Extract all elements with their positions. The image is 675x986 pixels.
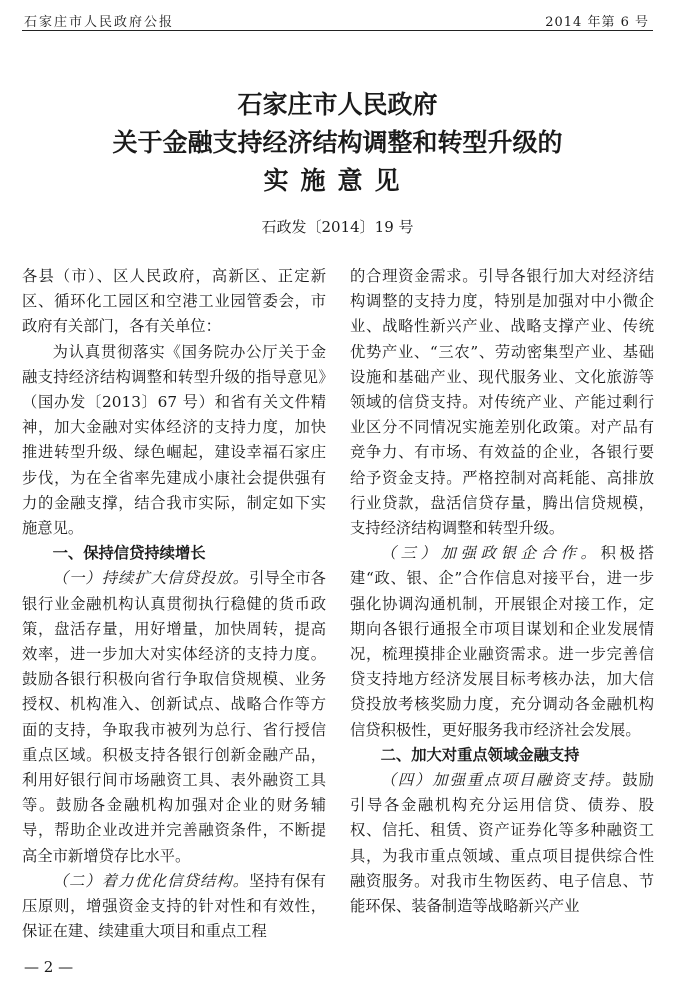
document-number: 石政发〔2014〕19 号 (261, 218, 414, 236)
item-4-title: （四）加强重点项目融资支持。 (380, 771, 623, 790)
item-4-text: 鼓励引导各金融机构充分运用信贷、债券、股权、信托、租赁、资产证券化等多种融资工具，为我市重点领域、重点项目提供综合性融资服务。对我市生物医药、电子信息、节能环保、装备制造等战略新兴产业 (350, 771, 654, 916)
left-column (22, 264, 326, 944)
item-2-paragraph (22, 869, 326, 945)
salutation: 各县（市）、区人民政府，高新区、正定新区、循环化工园区和空港工业园管委会，市政府有关部门，各有关单位： (22, 267, 326, 336)
item-3-title: （三）加强政银企合作。 (380, 544, 601, 563)
item-3-paragraph (350, 541, 654, 743)
item-3-text: 积极搭建“政、银、企”合作信息对接平台，进一步强化协调沟通机制，开展银企对接工作，定期向各银行通报全市项目谋划和企业发展情况，梳理摸排企业融资需求。进一步完善信贷支持地方经济发展目标考核办法，加大信贷投放考核奖励力度，充分调动各金融机构信贷积极性，更好服务我市经济社会发展。 (350, 544, 654, 739)
issue-number: 2014 年第 6 号 (545, 15, 649, 30)
running-header (22, 10, 653, 31)
item-1-paragraph (22, 566, 326, 868)
item-1-text: 引导全市各银行业金融机构认真贯彻执行稳健的货币政策，盘活存量，用好增量，加快周转，提高效率，进一步加大对实体经济的支持力度。鼓励各银行积极向省行争取信贷规模、业务授权、机构准入、创新试点、战略合作等方面的支持，争取我市被列为总行、省行授信重点区域。积极支持各银行创新金融产品，利用好银行间市场融资工具、表外融资工具等。鼓励各金融机构加强对企业的财务辅导，帮助企业改进并完善融资条件，不断提高全市新增贷存比水平。 (22, 569, 326, 865)
title-line-2: 关于金融支持经济结构调整和转型升级的 (112, 128, 563, 157)
item-1-title: （一）持续扩大信贷投放。 (52, 569, 250, 588)
title-line-1: 石家庄市人民政府 (237, 90, 438, 119)
item-2-continued: 的合理资金需求。引导各银行加大对经济结构调整的支持力度，特别是加强对中小微企业、战略性新兴产业、战略支撑产业、传统优势产业、“三农”、劳动密集型产业、基础设施和基础产业、现代服务业、文化旅游等领域的信贷支持。对传统产业、产能过剩行业区分不同情况实施差别化政策。对产品有竞争力、有市场、有效益的企业，各银行要给予资金支持。严格控制对高耗能、高排放行业贷款，盘活信贷存量，腾出信贷规模，支持经济结构调整和转型升级。 (350, 267, 654, 538)
section-1-heading: 一、保持信贷持续增长 (52, 544, 206, 563)
section-2-heading: 二、加大对重点领域金融支持 (380, 745, 580, 764)
item-4-paragraph (350, 768, 654, 919)
right-column (350, 264, 654, 919)
page-number: — 2 — (24, 958, 74, 976)
item-2-text-a: 坚持有保有压原则，增强资金支持的针对性和有效性，保证在建、续建重大项目和重点工程 (22, 871, 326, 941)
document-title (0, 86, 675, 200)
item-2-title: （二）着力优化信贷结构。 (52, 871, 250, 890)
title-line-3: 实施意见 (263, 166, 412, 195)
intro-paragraph: 为认真贯彻落实《国务院办公厅关于金融支持经济结构调整和转型升级的指导意见》（国办发〔2013〕67 号）和省有关文件精神，加大金融对实体经济的支持力度，加快推进转型升级、绿色崛起，建设幸福石家庄步伐，为在全省率先建成小康社会提供强有力的金融支撑，结合我市实际，制定如下实施意见。 (22, 342, 326, 538)
publication-name: 石家庄市人民政府公报 (24, 15, 175, 30)
